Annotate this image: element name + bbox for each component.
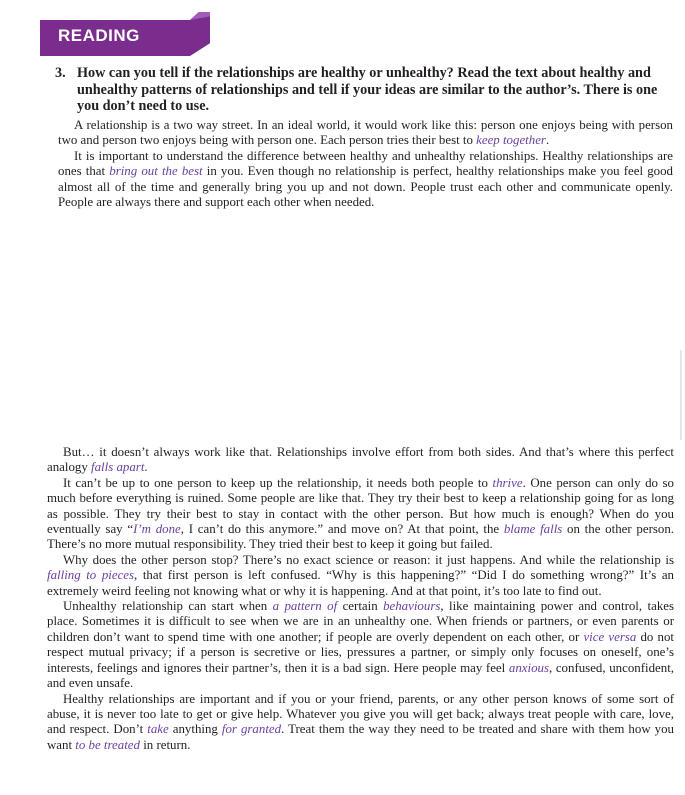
- vocabulary-highlight: falling to pieces: [47, 568, 135, 583]
- paragraph: A relationship is a two way street. In an ideal world, it would work like this: person one enjoys being with person two and person two enjoys being with person one. Each person tries their best to keep together.: [58, 118, 673, 148]
- vocabulary-highlight: I’m done: [133, 522, 181, 537]
- task-number: 3.: [55, 65, 66, 81]
- paragraph: But… it doesn’t always work like that. Relationships involve effort from both sides. And that’s where this perfect analogy falls apart.: [47, 445, 674, 475]
- vocabulary-highlight: falls apart: [91, 460, 145, 475]
- paragraph: Unhealthy relationship can start when a pattern of certain behaviours, like maintaining power and control, takes place. Sometimes it is difficult to see when we are in an unhealthy one. When friends or partners, or even parents or children don’t want to spend time with one another; if people are overly dependent on each other, or vice versa do not respect mutual privacy; if a person is secretive or lies, pressures a partner, or simply only focuses on oneself, one’s interests, feelings and ignores their partner’s, then it is a bad sign. Here people may feel anxious, confused, unconfident, and even unsafe.: [47, 599, 675, 691]
- page-edge-mark: [680, 350, 682, 440]
- vocabulary-highlight: to be treated: [75, 737, 140, 752]
- paragraph: Why does the other person stop? There’s no exact science or reason: it just happens. And while the relationship is falling to pieces, that first person is left confused. “Why is this happening?” “Did I do something wrong?” It’s an extremely weird feeling not knowing what or why it is happening. And at that point, it’s too late to find out.: [47, 552, 674, 598]
- task-instruction: [56, 65, 674, 115]
- vocabulary-highlight: keep together: [476, 133, 546, 148]
- vocabulary-highlight: blame falls: [503, 522, 563, 537]
- vocabulary-highlight: bring out the best: [109, 164, 203, 179]
- vocabulary-highlight: for granted: [221, 722, 282, 737]
- article-part-2: [47, 445, 674, 753]
- section-label: READING: [58, 26, 140, 45]
- article-part-1: [58, 118, 673, 210]
- vocabulary-highlight: behaviours: [383, 599, 441, 614]
- vocabulary-highlight: anxious: [508, 660, 549, 675]
- task-text: How can you tell if the relationships are healthy or unhealthy? Read the text about healthy and unhealthy patterns of relationships and tell if your ideas are similar to the author’s. There is one you don’t need to use.: [77, 65, 658, 115]
- vocabulary-highlight: a pattern of: [272, 599, 338, 614]
- paragraph: It is important to understand the difference between healthy and unhealthy relationships. Healthy relationships are ones that bring out the best in you. Even though no relationship is perfect, healthy relationships make you feel good almost all of the time and generally bring you up and not down. People trust each other and communicate openly. People are always there and support each other when needed.: [58, 148, 674, 210]
- vocabulary-highlight: take: [147, 722, 169, 737]
- section-banner: [40, 12, 210, 56]
- vocabulary-highlight: thrive: [492, 475, 523, 490]
- paragraph: It can’t be up to one person to keep up the relationship, it needs both people to thrive. One person can only do so much before everything is ruined. Some people are like that. They try their best to keep a relationship going for as long as possible. They try their best to stay in contact with the other person. But how much is enough? When do you eventually say “I’m done, I can’t do this anymore.” and move on? At that point, the blame falls on the other person. There’s no more mutual responsibility. They tried their best to keep it going but failed.: [47, 475, 675, 552]
- paragraph: Healthy relationships are important and if you or your friend, parents, or any other person knows of some sort of abuse, it is never too late to get or give help. Whatever you give you will get back; always treat people with care, love, and respect. Don’t take anything for granted. Treat them the way they need to be treated and share with them how you want to be treated in return.: [47, 691, 674, 752]
- vocabulary-highlight: vice versa: [583, 629, 637, 644]
